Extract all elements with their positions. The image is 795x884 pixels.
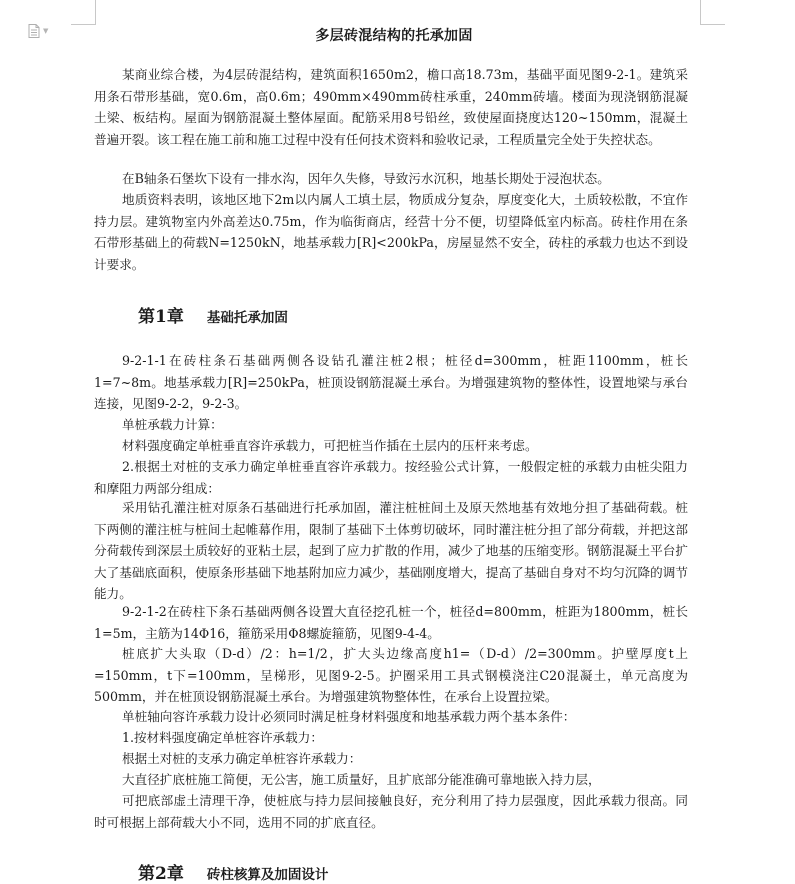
chapter-number: 第2章 [138,864,184,884]
document-title: 多层砖混结构的托承加固 [315,28,473,44]
intro-paragraph: 地质资料表明，该地区地下2m以内属人工填土层，物质成分复杂，厚度变化大，土质较松散，不宜作持力层。建筑物室内外高差达0.75m，作为临街商店，经营十分不便，切望降低室内标高。砖柱作用在条石带形基础上的荷载N=1250kN，地基承载力[R]<200kPa，房屋显然不安全，砖柱的承载力也达不到设计要求。 [94,192,688,272]
chapter-name: 砖柱核算及加固设计 [206,867,329,883]
page-corner-mark-right [700,0,725,25]
chapter-heading [138,302,288,327]
body-paragraph: 根据土对桩的支承力确定单桩容许承载力： [122,751,362,766]
body-paragraph: 9-2-1-1在砖柱条石基础两侧各设钻孔灌注桩2根；桩径d=300mm，桩距1100mm，桩长1=7~8m。地基承载力[R]=250kPa，桩顶设钢筋混凝土承台。为增强建筑物的整体性，设置地梁与承台连接，见图9-2-2，9-2-3。 [94,353,688,411]
body-paragraph: 桩底扩大头取（D-d）/2：h=1/2，扩大头边缘高度h1=（D-d）/2=300mm。护壁厚度t上=150mm，t下=100mm，呈梯形，见图9-2-5。护圈采用工具式钢模浇注C20混凝土，单元高度为500mm，并在桩顶设钢筋混凝土承台。为增强建筑物整体性，在承台上设置拉梁。 [94,646,688,704]
document-glyph-icon [28,24,40,38]
document-icon[interactable] [28,24,48,38]
chapter-number: 第1章 [138,307,184,327]
chapter-heading [138,859,328,884]
intro-paragraph: 在B轴条石堡坎下设有一排水沟，因年久失修，导致污水沉积，地基长期处于浸泡状态。 [122,171,610,186]
body-paragraph: 采用钻孔灌注桩对原条石基础进行托承加固，灌注桩桩间土及原天然地基有效地分担了基础荷载。桩下两侧的灌注桩与桩间土起帷幕作用，限制了基础下土体剪切破坏，同时灌注桩分担了部分荷载，并把这部分荷载传到深层土质较好的亚粘土层，起到了应力扩散的作用，减少了地基的压缩变形。钢筋混凝土平台扩大了基础底面积，使原条形基础下地基附加应力减少，基础刚度增大，提高了基础自身对不均匀沉降的调节能力。 [94,500,688,601]
page-corner-mark-left [71,0,96,25]
body-paragraph: 单桩轴向容许承载力设计必须同时满足桩身材料强度和地基承载力两个基本条件： [122,709,576,724]
intro-paragraph: 某商业综合楼，为4层砖混结构，建筑面积1650m2，檐口高18.73m，基础平面见图9-2-1。建筑采用条石带形基础，宽0.6m，高0.6m；490mm×490mm砖柱承重，240mm砖墙。楼面为现浇钢筋混凝土梁、板结构。屋面为钢筋混凝土整体屋面。配筋采用8号铅丝，致使屋面挠度达120~150mm，混凝土普遍开裂。该工程在施工前和施工过程中没有任何技术资料和验收记录，工程质量完全处于失控状态。 [94,67,688,147]
body-paragraph: 1.按材料强度确定单桩容许承载力： [122,730,323,745]
body-paragraph: 单桩承载力计算： [122,417,223,432]
body-paragraph: 大直径扩底桩施工简便，无公害，施工质量好，且扩底部分能准确可靠地嵌入持力层， [122,772,601,787]
body-paragraph: 9-2-1-2在砖柱下条石基础两侧各设置大直径挖孔桩一个，桩径d=800mm，桩距为1800mm，桩长1=5m，主筋为14Φ16，箍筋采用Φ8螺旋箍筋，见图9-4-4。 [94,604,688,641]
body-paragraph: 2.根据土对桩的支承力确定单桩垂直容许承载力。按经验公式计算，一般假定桩的承载力由桩尖阻力和摩阻力两部分组成： [94,459,688,496]
body-paragraph: 材料强度确定单桩垂直容许承载力，可把桩当作插在土层内的压杆来考虑。 [122,438,538,453]
chevron-down-icon[interactable]: ▼ [43,27,49,35]
body-paragraph: 可把底部虚土清理干净，使桩底与持力层间接触良好，充分利用了持力层强度，因此承载力很高。同时可根据上部荷载大小不同，选用不同的扩底直径。 [94,793,688,830]
chapter-name: 基础托承加固 [206,310,288,326]
